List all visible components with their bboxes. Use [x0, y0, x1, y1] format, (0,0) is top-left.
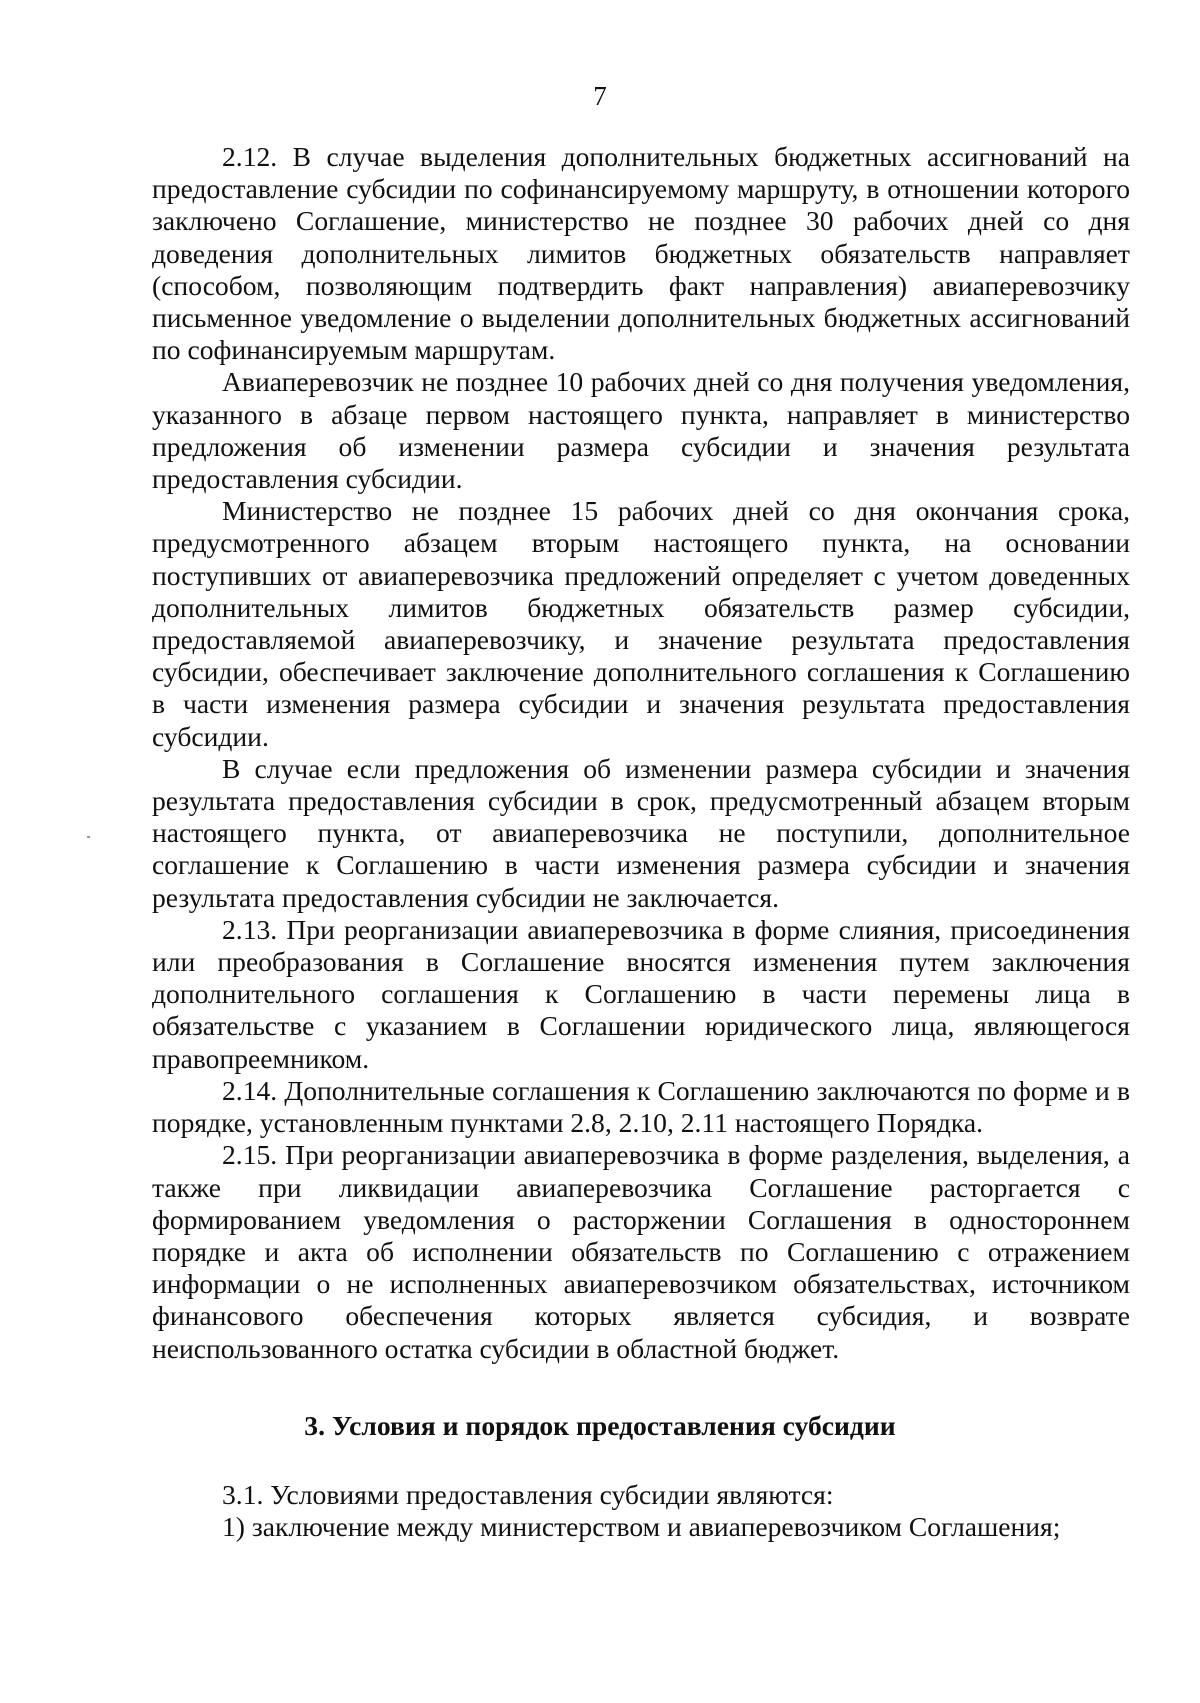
- paragraph-2-14: 2.14. Дополнительные соглашения к Соглашению заключаются по форме и в порядке, установленным пунктами 2.8, 2.10, 2.11 настоящего Порядка.: [152, 1074, 1130, 1139]
- page-number: 7: [593, 81, 607, 111]
- scan-speck: [87, 836, 90, 838]
- paragraph-carrier-proposals: Авиаперевозчик не позднее 10 рабочих дней со дня получения уведомления, указанного в абзаце первом настоящего пункта, направляет в министерство предложения об изменении размера субсидии и значения результата предоставления субсидии.: [152, 366, 1130, 495]
- section-3-body: [152, 1479, 1130, 1543]
- paragraph-no-proposals: В случае если предложения об изменении размера субсидии и значения результата предоставления субсидии в срок, предусмотренный абзацем вторым настоящего пункта, от авиаперевозчика не поступили, дополнительное соглашение к Соглашению в части изменения размера субсидии и значения результата предоставления субсидии не заключается.: [152, 752, 1130, 913]
- clause-3-1-item-1: 1) заключение между министерством и авиаперевозчиком Соглашения;: [222, 1511, 1061, 1543]
- paragraph-2-12: 2.12. В случае выделения дополнительных бюджетных ассигнований на предоставление субсидии по софинансируемому маршруту, в отношении которого заключено Соглашение, министерство не позднее 30 рабочих дней со дня доведения дополнительных лимитов бюджетных обязательств направляет (способом, позволяющим подтвердить факт направления) авиаперевозчику письменное уведомление о выделении дополнительных бюджетных ассигнований по софинансируемым маршрутам.: [152, 141, 1130, 366]
- clause-3-1: 3.1. Условиями предоставления субсидии являются:: [222, 1479, 834, 1510]
- paragraph-ministry-determination: Министерство не позднее 15 рабочих дней со дня окончания срока, предусмотренного абзацем вторым настоящего пункта, на основании поступивших от авиаперевозчика предложений определяет с учетом доведенных дополнительных лимитов бюджетных обязательств размер субсидии, предоставляемой авиаперевозчику, и значение результата предоставления субсидии, обеспечивает заключение дополнительного соглашения к Соглашению в части изменения размера субсидии и значения результата предоставления субсидии.: [152, 495, 1130, 752]
- paragraph-2-13: 2.13. При реорганизации авиаперевозчика в форме слияния, присоединения или преобразования в Соглашение вносятся изменения путем заключения дополнительного соглашения к Соглашению в части перемены лица в обязательстве с указанием в Соглашении юридического лица, являющегося правопреемником.: [152, 913, 1130, 1074]
- section-3-heading: 3. Условия и порядок предоставления субсидии: [304, 1410, 896, 1441]
- document-body: [152, 141, 1130, 1365]
- paragraph-2-15: 2.15. При реорганизации авиаперевозчика в форме разделения, выделения, а также при ликвидации авиаперевозчика Соглашение расторгается с формированием уведомления о расторжении Соглашения в одностороннем порядке и акта об исполнении обязательств по Соглашению с отражением информации о не исполненных авиаперевозчиком обязательствах, источником финансового обеспечения которых является субсидия, и возврате неиспользованного остатка субсидии в областной бюджет.: [152, 1139, 1130, 1364]
